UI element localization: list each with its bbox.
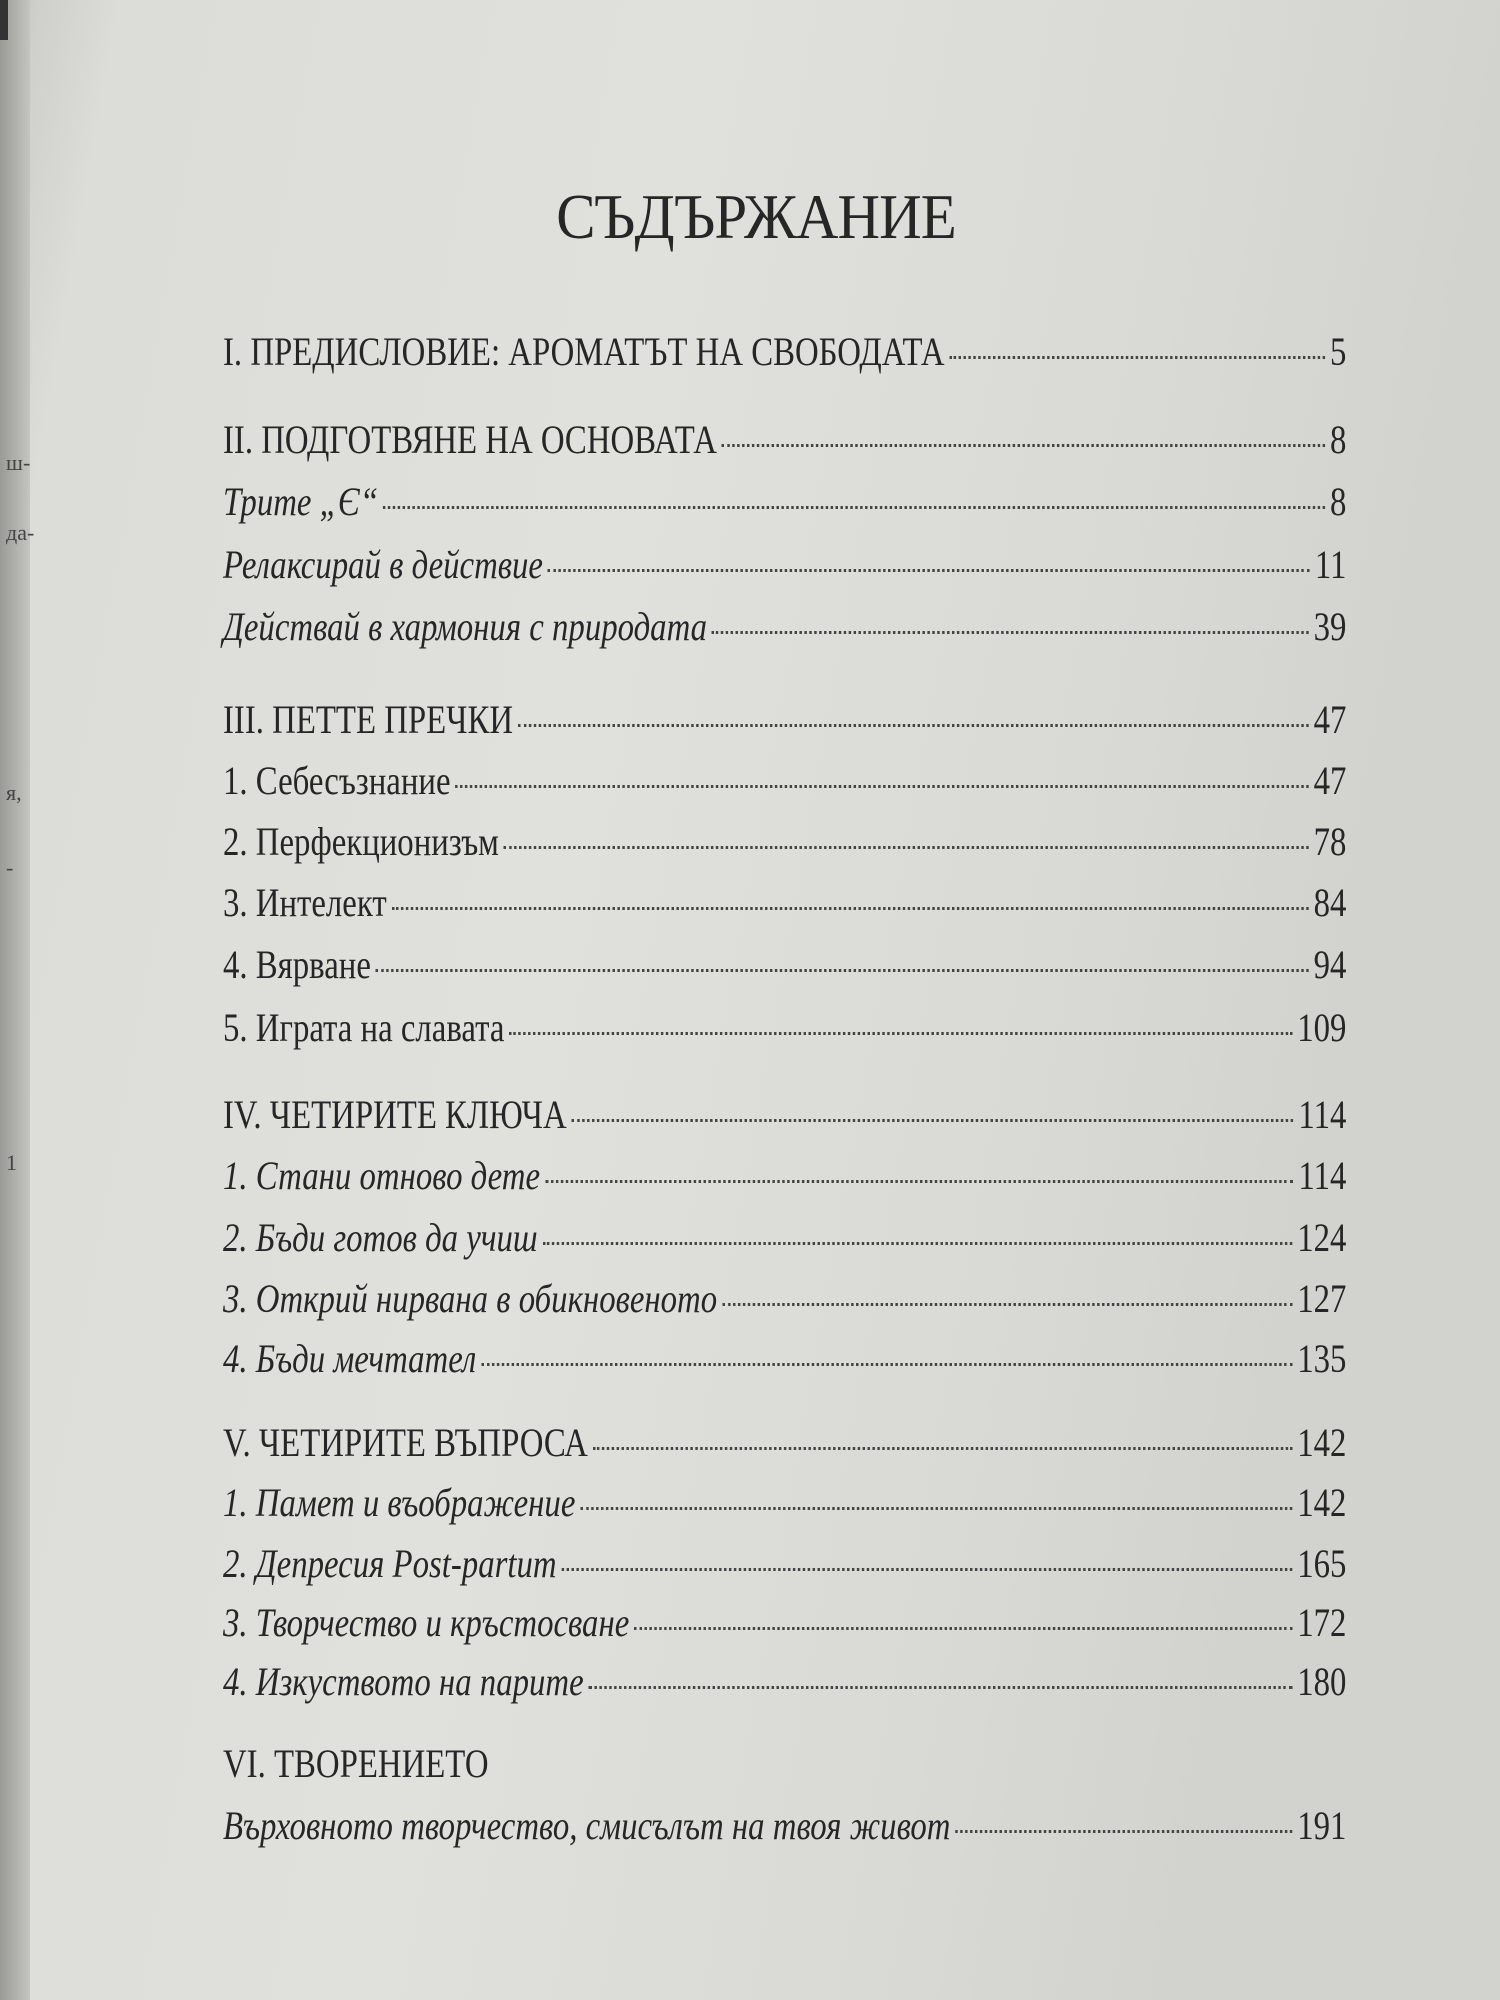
dot-leader <box>589 1686 1293 1689</box>
toc-entry-page-number: 5 <box>1330 329 1347 374</box>
dot-leader <box>722 444 1325 447</box>
dot-leader <box>572 1119 1294 1122</box>
toc-entry <box>223 1152 1346 1199</box>
toc-entry-page-number: 135 <box>1297 1336 1347 1381</box>
toc-entry-page-number: 114 <box>1298 1092 1347 1137</box>
dot-leader <box>950 356 1326 359</box>
toc-entry-title: 1. Стани отново дете <box>223 1153 541 1198</box>
previous-page-text-fragment: - <box>6 855 14 880</box>
toc-entry-title: 3. Творчество и кръстосване <box>223 1600 630 1645</box>
toc-entry-title: 4. Изкуството на парите <box>223 1659 584 1704</box>
toc-entry-page-number: 39 <box>1313 604 1347 649</box>
toc-entry-title: I. ПРЕДИСЛОВИЕ: АРОМАТЪТ НА СВОБОДАТА <box>223 329 945 374</box>
toc-entry <box>223 1004 1346 1051</box>
previous-page-text-fragment: я, <box>6 780 22 805</box>
toc-entry <box>223 328 1346 375</box>
toc-entry-title: 3. Интелект <box>223 880 387 925</box>
toc-entry-page-number: 94 <box>1313 942 1347 987</box>
toc-entry-page-number: 127 <box>1297 1276 1347 1321</box>
toc-entry-page-number: 165 <box>1297 1541 1347 1586</box>
toc-entry-page-number: 47 <box>1313 758 1347 803</box>
toc-entry-page-number: 8 <box>1330 479 1347 524</box>
toc-entry-title: 2. Депресия Post-partum <box>223 1541 557 1586</box>
toc-entry-title: 3. Открий нирвана в обикновеното <box>223 1276 718 1321</box>
dot-leader <box>634 1627 1292 1630</box>
toc-entry-page-number: 11 <box>1314 542 1347 587</box>
toc-entry-page-number: 180 <box>1297 1659 1347 1704</box>
toc-entry-page-number: 47 <box>1313 697 1347 742</box>
toc-entry-page-number: 142 <box>1297 1420 1347 1465</box>
dot-leader <box>955 1830 1292 1833</box>
toc-entry <box>223 1658 1346 1705</box>
toc-entry-page-number: 109 <box>1297 1005 1347 1050</box>
dot-leader <box>383 506 1325 509</box>
toc-entry-title: II. ПОДГОТВЯНЕ НА ОСНОВАТА <box>223 417 717 462</box>
previous-page-text-fragment: 1 <box>6 1150 17 1175</box>
toc-entry <box>223 416 1346 463</box>
dot-leader <box>561 1568 1292 1571</box>
toc-entry <box>223 1335 1346 1382</box>
toc-entry-page-number: 8 <box>1330 417 1347 462</box>
toc-entry <box>223 1740 1346 1787</box>
toc-entry-title: 5. Играта на славата <box>223 1005 505 1050</box>
toc-entry-page-number: 191 <box>1297 1803 1347 1848</box>
dot-leader <box>504 846 1309 849</box>
toc-entry-title: IV. ЧЕТИРИТЕ КЛЮЧА <box>223 1092 567 1137</box>
dot-leader <box>509 1032 1292 1035</box>
dot-leader <box>543 1242 1293 1245</box>
dot-leader <box>593 1447 1293 1450</box>
toc-entry <box>223 1599 1346 1646</box>
dot-leader <box>392 907 1309 910</box>
page-title: СЪДЪРЖАНИЕ <box>556 181 956 252</box>
previous-page-text-fragment: ш- <box>6 450 31 475</box>
toc-entry-title: 4. Вярване <box>223 942 371 987</box>
toc-entry <box>223 941 1346 988</box>
toc-entry-page-number: 114 <box>1298 1153 1347 1198</box>
dot-leader <box>518 724 1309 727</box>
dot-leader <box>722 1303 1292 1306</box>
toc-entry-title: V. ЧЕТИРИТЕ ВЪПРОСА <box>223 1420 588 1465</box>
toc-entry <box>223 879 1346 926</box>
dot-leader <box>481 1363 1292 1366</box>
toc-entry <box>223 603 1346 650</box>
dot-leader <box>548 569 1310 572</box>
toc-entry-title: III. ПЕТТЕ ПРЕЧКИ <box>223 697 514 742</box>
toc-entry-page-number: 78 <box>1313 819 1347 864</box>
dot-leader <box>580 1507 1292 1510</box>
toc-entry-page-number: 172 <box>1297 1600 1347 1645</box>
toc-entry <box>223 1419 1346 1466</box>
toc-entry-title: Релаксирай в действие <box>223 542 543 587</box>
toc-entry-title: 4. Бъди мечтател <box>223 1336 477 1381</box>
toc-entry <box>223 696 1346 743</box>
toc-entry-page-number: 124 <box>1297 1215 1347 1260</box>
toc-entry-title: 2. Перфекционизъм <box>223 819 499 864</box>
toc-entry-title: VI. ТВОРЕНИЕТО <box>223 1741 489 1786</box>
toc-entry <box>223 1540 1346 1587</box>
toc-entry <box>223 1479 1346 1526</box>
toc-entry-title: Върховното творчество, смисълът на твоя живот <box>223 1803 951 1848</box>
toc-entry-title: 1. Памет и въображение <box>223 1480 576 1525</box>
toc-entry-page-number: 84 <box>1313 880 1347 925</box>
dot-leader <box>545 1180 1294 1183</box>
dot-leader <box>455 785 1308 788</box>
previous-page-text-fragment: да- <box>6 520 35 545</box>
toc-entry <box>223 818 1346 865</box>
toc-entry <box>223 541 1346 588</box>
page-corner-shadow <box>0 0 8 40</box>
toc-entry-title: 1. Себесъзнание <box>223 758 451 803</box>
toc-entry <box>223 1091 1346 1138</box>
toc-entry <box>223 757 1346 804</box>
previous-page-edge <box>0 0 30 2000</box>
toc-entry <box>223 478 1346 525</box>
dot-leader <box>376 969 1309 972</box>
toc-entry-title: Действай в хармония с природата <box>223 604 708 649</box>
toc-entry-title: Трите „Є“ <box>223 479 379 524</box>
toc-entry <box>223 1214 1346 1261</box>
toc-entry <box>223 1275 1346 1322</box>
toc-entry-page-number: 142 <box>1297 1480 1347 1525</box>
toc-entry-title: 2. Бъди готов да учиш <box>223 1215 538 1260</box>
dot-leader <box>712 631 1309 634</box>
toc-entry <box>223 1802 1346 1849</box>
